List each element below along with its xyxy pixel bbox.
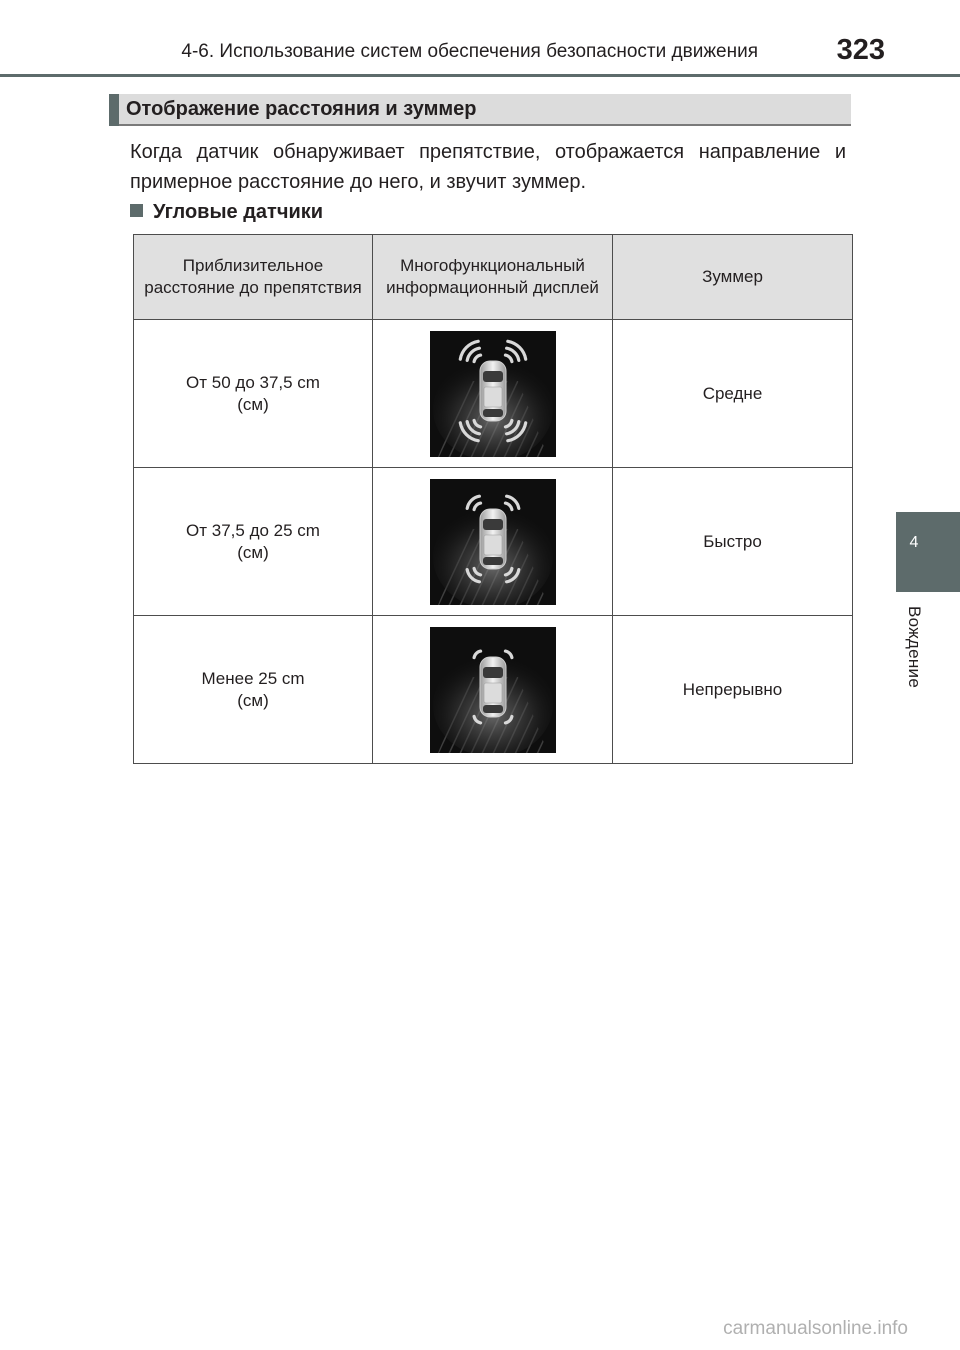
distance-buzzer-table [133, 234, 853, 764]
buzzer-cell: Средне [613, 320, 853, 468]
distance-range: Менее 25 cm [201, 668, 305, 688]
section-heading-bar [109, 94, 851, 126]
display-cell [373, 320, 613, 468]
distance-unit: (см) [237, 690, 269, 710]
header-distance: Приблизительное расстояние до препятствия [134, 235, 373, 320]
header-buzzer: Зуммер [613, 235, 853, 320]
page-number: 323 [836, 34, 885, 66]
parking-sensor-display-icon [430, 627, 556, 753]
chapter-tab-label: Вождение [905, 606, 924, 689]
running-header: 4-6. Использование систем обеспечения безопасности движения [181, 41, 758, 62]
buzzer-cell: Быстро [613, 468, 853, 616]
table-header-row [134, 235, 853, 320]
parking-sensor-display-icon [430, 479, 556, 605]
square-bullet-icon [130, 204, 143, 217]
distance-range: От 37,5 до 25 cm [186, 520, 320, 540]
subheading [130, 201, 323, 224]
chapter-tab[interactable] [896, 512, 960, 592]
table-row [134, 468, 853, 616]
intro-paragraph: Когда датчик обнаруживает препятствие, отображается направление и примерное расстояние до него, и звучит зуммер. [130, 141, 846, 193]
watermark: carmanualsonline.info [723, 1318, 908, 1339]
buzzer-cell: Непрерывно [613, 616, 853, 764]
distance-range: От 50 до 37,5 cm [186, 372, 320, 392]
distance-unit: (см) [237, 394, 269, 414]
section-bar-accent [109, 94, 119, 126]
header-display: Многофункциональный информационный дисплей [373, 235, 613, 320]
header-rule [0, 74, 960, 77]
table-row [134, 616, 853, 764]
parking-sensor-display-icon [430, 331, 556, 457]
distance-cell [134, 468, 373, 616]
display-cell [373, 616, 613, 764]
display-cell [373, 468, 613, 616]
table-row [134, 320, 853, 468]
distance-cell [134, 320, 373, 468]
chapter-tab-number: 4 [909, 534, 919, 551]
distance-unit: (см) [237, 542, 269, 562]
section-title: Отображение расстояния и зуммер [126, 98, 477, 120]
subheading-text: Угловые датчики [153, 201, 324, 223]
distance-cell [134, 616, 373, 764]
